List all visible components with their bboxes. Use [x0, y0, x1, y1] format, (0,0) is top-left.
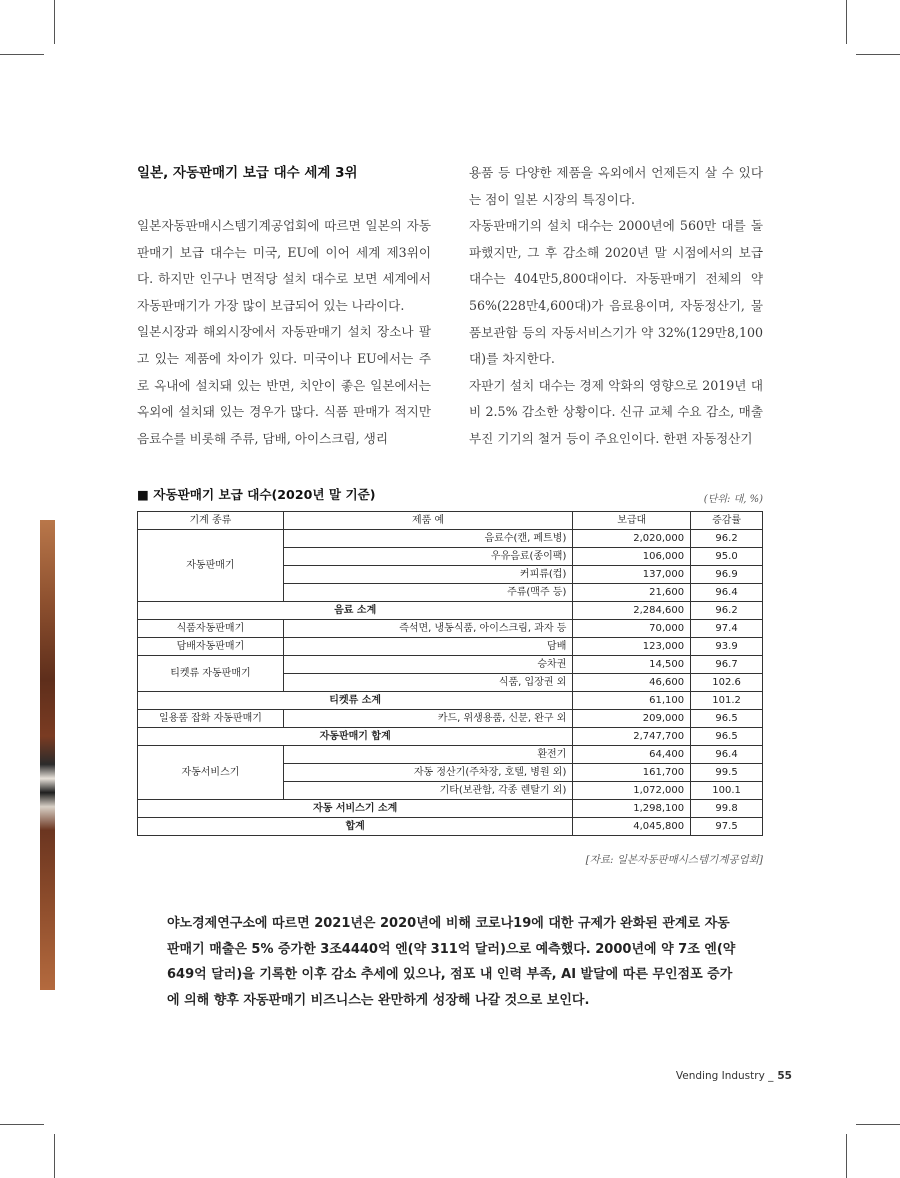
paragraph: 일본자동판매시스템기계공업회에 따르면 일본의 자동판매기 보급 대수는 미국, EU에 이어 세계 제3위이다. 하지만 인구나 면적당 설치 대수로 보면 세계에서 자동판매기가 가장 많이 보급되어 있는 나라이다.	[137, 218, 431, 313]
type-cell: 자동판매기	[138, 530, 284, 602]
rate-cell: 96.4	[691, 584, 763, 602]
table-source: [자료: 일본자동판매시스템기계공업회]	[585, 854, 763, 866]
type-cell: 일용품 잡화 자동판매기	[138, 710, 284, 728]
article-column-left	[137, 160, 431, 452]
page-footer	[676, 1070, 792, 1082]
crop-mark	[856, 54, 900, 55]
units-cell: 123,000	[573, 638, 691, 656]
photo-strip	[40, 520, 55, 990]
section-heading: 일본, 자동판매기 보급 대수 세계 3위	[137, 165, 358, 181]
type-cell: 티켓류 자동판매기	[138, 656, 284, 692]
article-column-right	[469, 160, 763, 453]
total-row	[138, 818, 763, 836]
rate-cell: 96.2	[691, 602, 763, 620]
rate-cell: 97.5	[691, 818, 763, 836]
table-title: ■ 자동판매기 보급 대수(2020년 말 기준)	[137, 487, 376, 502]
product-cell: 주류(맥주 등)	[283, 584, 573, 602]
paragraph: 자동판매기의 설치 대수는 2000년에 560만 대를 돌파했지만, 그 후 감소해 2020년 말 시점에서의 보급 대수는 404만5,800대이다. 자동판매기 전체의 약 56%(228만4,600대)가 음료용이며, 자동정산기, 물품보관함 등의 자동서비스기가 약 32%(129만8,100대)를 차지한다.	[469, 218, 763, 367]
rate-cell: 100.1	[691, 782, 763, 800]
units-cell: 209,000	[573, 710, 691, 728]
rate-cell: 96.9	[691, 566, 763, 584]
crop-mark	[856, 1124, 900, 1125]
units-cell: 1,072,000	[573, 782, 691, 800]
paragraph: 일본시장과 해외시장에서 자동판매기 설치 장소나 팔고 있는 제품에 차이가 있다. 미국이나 EU에서는 주로 옥내에 설치돼 있는 반면, 치안이 좋은 일본에서는 옥외에 설치돼 있는 경우가 많다. 식품 판매가 적지만 음료수를 비롯해 주류, 담배, 아이스크림, 생리	[137, 324, 431, 446]
units-cell: 61,100	[573, 692, 691, 710]
rate-cell: 96.5	[691, 710, 763, 728]
crop-mark	[0, 54, 44, 55]
rate-cell: 101.2	[691, 692, 763, 710]
subtotal-label: 음료 소계	[138, 602, 573, 620]
rate-cell: 96.7	[691, 656, 763, 674]
subtotal-row	[138, 728, 763, 746]
units-cell: 46,600	[573, 674, 691, 692]
table-row	[138, 710, 763, 728]
units-cell: 64,400	[573, 746, 691, 764]
product-cell: 담배	[283, 638, 573, 656]
subtotal-row	[138, 602, 763, 620]
units-cell: 106,000	[573, 548, 691, 566]
rate-cell: 95.0	[691, 548, 763, 566]
rate-cell: 99.8	[691, 800, 763, 818]
rate-cell: 93.9	[691, 638, 763, 656]
subtotal-row	[138, 692, 763, 710]
header-cell: 제품 예	[283, 512, 573, 530]
units-cell: 1,298,100	[573, 800, 691, 818]
subtotal-label: 자동 서비스기 소계	[138, 800, 573, 818]
table-row	[138, 638, 763, 656]
units-cell: 2,747,700	[573, 728, 691, 746]
vending-table	[137, 511, 763, 836]
crop-mark	[54, 1134, 55, 1178]
table-row	[138, 656, 763, 674]
units-cell: 21,600	[573, 584, 691, 602]
rate-cell: 96.4	[691, 746, 763, 764]
page-number: 55	[777, 1070, 792, 1082]
crop-mark	[846, 1134, 847, 1178]
crop-mark	[54, 0, 55, 44]
table-row	[138, 620, 763, 638]
units-cell: 4,045,800	[573, 818, 691, 836]
product-cell: 승차권	[283, 656, 573, 674]
rate-cell: 97.4	[691, 620, 763, 638]
product-cell: 자동 정산기(주차장, 호텔, 병원 외)	[283, 764, 573, 782]
units-cell: 137,000	[573, 566, 691, 584]
product-cell: 식품, 입장권 외	[283, 674, 573, 692]
rate-cell: 102.6	[691, 674, 763, 692]
total-label: 합계	[138, 818, 573, 836]
product-cell: 기타(보관함, 각종 렌탈기 외)	[283, 782, 573, 800]
summary-block	[167, 911, 742, 1013]
paragraph: 용품 등 다양한 제품을 옥외에서 언제든지 살 수 있다는 점이 일본 시장의 특징이다.	[469, 165, 763, 207]
type-cell: 식품자동판매기	[138, 620, 284, 638]
header-cell: 기계 종류	[138, 512, 284, 530]
table-unit: (단위: 대, %)	[703, 494, 763, 505]
type-cell: 자동서비스기	[138, 746, 284, 800]
magazine-name: Vending Industry _	[675, 1070, 774, 1082]
subtotal-label: 티켓류 소계	[138, 692, 573, 710]
rate-cell: 96.5	[691, 728, 763, 746]
crop-mark	[0, 1124, 44, 1125]
table-header-row	[138, 512, 763, 530]
rate-cell: 96.2	[691, 530, 763, 548]
product-cell: 음료수(캔, 페트병)	[283, 530, 573, 548]
product-cell: 즉석면, 냉동식품, 아이스크림, 과자 등	[283, 620, 573, 638]
crop-mark	[846, 0, 847, 44]
header-cell: 증감률	[691, 512, 763, 530]
units-cell: 70,000	[573, 620, 691, 638]
table-row	[138, 746, 763, 764]
subtotal-row	[138, 800, 763, 818]
product-cell: 환전기	[283, 746, 573, 764]
table-row	[138, 530, 763, 548]
paragraph: 자판기 설치 대수는 경제 악화의 영향으로 2019년 대비 2.5% 감소한 상황이다. 신규 교체 수요 감소, 매출 부진 기기의 철거 등이 주요인이다. 한편 자동정산기	[469, 377, 763, 446]
units-cell: 161,700	[573, 764, 691, 782]
units-cell: 2,020,000	[573, 530, 691, 548]
units-cell: 2,284,600	[573, 602, 691, 620]
type-cell: 담배자동판매기	[138, 638, 284, 656]
product-cell: 커피류(컵)	[283, 566, 573, 584]
units-cell: 14,500	[573, 656, 691, 674]
rate-cell: 99.5	[691, 764, 763, 782]
subtotal-label: 자동판매기 합계	[138, 728, 573, 746]
header-cell: 보급대	[573, 512, 691, 530]
product-cell: 우유음료(종이팩)	[283, 548, 573, 566]
summary-text: 야노경제연구소에 따르면 2021년은 2020년에 비해 코로나19에 대한 규제가 완화된 관계로 자동판매기 매출은 5% 증가한 3조4440억 엔(약 311억 달러)으로 예측했다. 2000년에 약 7조 엔(약 649억 달러)을 기록한 이후 감소 추세에 있으나, 점포 내 인력 부족, AI 발달에 따른 무인점포 증가에 의해 향후 자동판매기 비즈니스는 완만하게 성장해 나갈 것으로 보인다.	[167, 916, 736, 1008]
product-cell: 카드, 위생용품, 신문, 완구 외	[283, 710, 573, 728]
